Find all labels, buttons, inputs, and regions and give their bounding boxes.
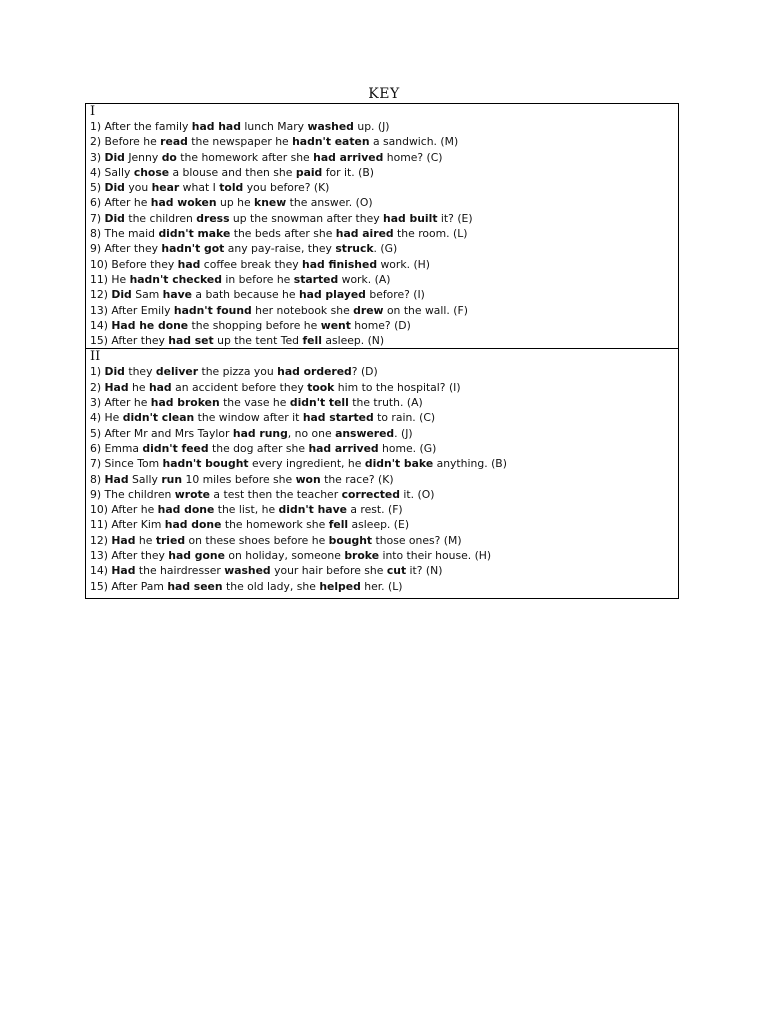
- verb-answer: fell: [328, 518, 349, 532]
- sentence-text: 6) Emma: [90, 441, 143, 455]
- sentence-text: in before he: [221, 272, 294, 286]
- sentence-text: 3) After he: [90, 396, 151, 410]
- sentence-text: the window after it: [194, 411, 303, 425]
- sentence-text: coffee break they: [200, 257, 303, 271]
- sentence-text: 10) After he: [90, 503, 158, 517]
- verb-answer: Had: [111, 533, 136, 547]
- sentence-text: anything. (B): [433, 457, 507, 471]
- sentence-text: those ones? (M): [372, 533, 462, 547]
- verb-answer: cut: [386, 564, 407, 578]
- verb-answer: didn't make: [158, 227, 231, 241]
- answer-line: [90, 318, 678, 333]
- answer-line: [90, 395, 678, 410]
- sentence-text: 6) After he: [90, 196, 151, 210]
- sentence-text: ? (D): [351, 365, 378, 379]
- sentence-text: 13) After Emily: [90, 303, 174, 317]
- verb-answer: deliver: [155, 365, 199, 379]
- verb-answer: Had: [104, 380, 129, 394]
- answer-line: [90, 533, 678, 548]
- sentence-text: her. (L): [360, 579, 403, 593]
- sentence-text: 14): [90, 564, 112, 578]
- verb-answer: corrected: [341, 487, 400, 501]
- verb-answer: Did: [104, 181, 125, 195]
- verb-answer: dress: [196, 211, 230, 225]
- sentence-text: 1) After the family: [90, 120, 192, 133]
- sentence-text: asleep. (E): [348, 518, 410, 532]
- verb-answer: tried: [155, 533, 186, 547]
- sentence-text: 11) He: [90, 272, 130, 286]
- verb-answer: run: [161, 472, 183, 486]
- sentence-text: the room. (L): [393, 227, 468, 241]
- sentence-text: 5): [90, 181, 105, 195]
- verb-answer: had set: [168, 334, 214, 348]
- sentence-text: up he: [216, 196, 255, 210]
- verb-answer: hear: [151, 181, 180, 195]
- sentence-text: the homework after she: [176, 150, 314, 164]
- sentence-text: the dog after she: [208, 441, 309, 455]
- verb-answer: didn't have: [278, 503, 347, 517]
- answer-line: [90, 195, 678, 210]
- sentence-text: home? (D): [350, 318, 411, 332]
- verb-answer: had seen: [167, 579, 223, 593]
- page-title: KEY: [368, 86, 400, 102]
- section-heading: I: [90, 104, 96, 119]
- verb-answer: had built: [383, 211, 438, 225]
- answer-line: [90, 410, 678, 425]
- sentence-text: he: [135, 533, 156, 547]
- answer-line: [90, 579, 678, 594]
- verb-answer: washed: [224, 564, 271, 578]
- answer-line: [90, 241, 678, 256]
- sentence-text: 15) After Pam: [90, 579, 168, 593]
- sentence-text: they: [124, 365, 156, 379]
- sentence-text: 2) Before he: [90, 135, 161, 149]
- sentence-text: a rest. (F): [346, 503, 403, 517]
- sentence-text: 14): [90, 318, 112, 332]
- sentence-text: the homework she: [221, 518, 329, 532]
- sentence-text: into their house. (H): [379, 549, 492, 563]
- verb-answer: had woken: [150, 196, 217, 210]
- answer-line: [90, 165, 678, 180]
- verb-answer: chose: [133, 165, 170, 179]
- verb-answer: hadn't checked: [129, 272, 222, 286]
- verb-answer: didn't tell: [289, 396, 349, 410]
- sentence-text: . (J): [394, 426, 413, 440]
- sentence-text: 12): [90, 533, 112, 547]
- sentence-text: it? (E): [437, 211, 473, 225]
- verb-answer: hadn't got: [161, 242, 225, 256]
- sentence-text: a blouse and then she: [169, 165, 296, 179]
- sentence-text: your hair before she: [270, 564, 387, 578]
- verb-answer: drew: [353, 303, 384, 317]
- verb-answer: had gone: [168, 549, 225, 563]
- sentence-text: up. (J): [353, 120, 390, 133]
- sentence-text: the newspaper he: [187, 135, 293, 149]
- sentence-text: on the wall. (F): [383, 303, 468, 317]
- sentence-text: him to the hospital? (I): [334, 380, 461, 394]
- verb-answer: didn't feed: [142, 441, 209, 455]
- sentence-text: you: [124, 181, 152, 195]
- answer-line: [90, 134, 678, 149]
- answer-line: [90, 226, 678, 241]
- verb-answer: bought: [328, 533, 373, 547]
- sentence-text: 4) He: [90, 411, 123, 425]
- verb-answer: went: [320, 318, 351, 332]
- verb-answer: Did: [104, 211, 125, 225]
- section-1: [86, 104, 678, 348]
- sentence-text: 9) The children: [90, 487, 175, 501]
- sentence-text: 11) After Kim: [90, 518, 165, 532]
- sentence-text: the hairdresser: [135, 564, 225, 578]
- sentence-text: , no one: [287, 426, 336, 440]
- answer-line: [90, 426, 678, 441]
- verb-answer: had done: [157, 503, 215, 517]
- answer-line: [90, 272, 678, 287]
- verb-answer: hadn't bought: [162, 457, 249, 471]
- sentence-text: a sandwich. (M): [369, 135, 459, 149]
- verb-answer: helped: [319, 579, 361, 593]
- verb-answer: do: [161, 150, 177, 164]
- sentence-text: the old lady, she: [222, 579, 320, 593]
- sentence-text: 8): [90, 472, 105, 486]
- sentence-text: the race? (K): [320, 472, 394, 486]
- verb-answer: had broken: [150, 396, 220, 410]
- sentence-text: 10) Before they: [90, 257, 178, 271]
- sentence-text: 7) Since Tom: [90, 457, 163, 471]
- sentence-text: the children: [124, 211, 197, 225]
- sentence-text: lunch Mary: [240, 120, 308, 133]
- answer-line: [90, 472, 678, 487]
- verb-answer: started: [293, 272, 339, 286]
- answer-key-table: [85, 103, 679, 599]
- sentence-text: a test then the teacher: [209, 487, 342, 501]
- verb-answer: had: [177, 257, 201, 271]
- sentence-text: the shopping before he: [188, 318, 321, 332]
- sentence-text: for it. (B): [322, 165, 374, 179]
- sentence-text: he: [128, 380, 149, 394]
- sentence-text: the list, he: [214, 503, 279, 517]
- answer-line: [90, 487, 678, 502]
- verb-answer: had done: [164, 518, 222, 532]
- sentence-text: work. (H): [377, 257, 431, 271]
- sentence-text: what I: [179, 181, 220, 195]
- sentence-text: home? (C): [383, 150, 443, 164]
- sentence-text: 12): [90, 288, 112, 302]
- answer-line: [90, 517, 678, 532]
- answer-line: [90, 211, 678, 226]
- verb-answer: had aired: [335, 227, 394, 241]
- verb-answer: won: [295, 472, 321, 486]
- verb-answer: didn't bake: [364, 457, 434, 471]
- verb-answer: had ordered: [277, 365, 352, 379]
- sentence-text: the beds after she: [230, 227, 336, 241]
- sentence-text: on these shoes before he: [185, 533, 329, 547]
- answer-line: [90, 150, 678, 165]
- verb-answer: struck: [335, 242, 374, 256]
- answer-line: [90, 548, 678, 563]
- sentence-text: to rain. (C): [373, 411, 436, 425]
- sentence-text: asleep. (N): [321, 334, 385, 348]
- answer-line: [90, 456, 678, 471]
- sentence-text: 15) After they: [90, 334, 169, 348]
- verb-answer: hadn't eaten: [292, 135, 370, 149]
- verb-answer: had started: [302, 411, 374, 425]
- sentence-text: on holiday, someone: [224, 549, 345, 563]
- answer-line: [90, 287, 678, 302]
- sentence-text: you before? (K): [243, 181, 330, 195]
- verb-answer: Had: [111, 564, 136, 578]
- sentence-text: the truth. (A): [348, 396, 423, 410]
- verb-answer: paid: [295, 165, 323, 179]
- sentence-text: 4) Sally: [90, 165, 134, 179]
- verb-answer: told: [219, 181, 244, 195]
- section-2: [86, 348, 678, 593]
- sentence-text: 3): [90, 150, 105, 164]
- sentence-text: 10 miles before she: [182, 472, 296, 486]
- sentence-text: Jenny: [124, 150, 162, 164]
- section-heading: II: [90, 349, 101, 365]
- verb-answer: Did: [104, 150, 125, 164]
- sentence-text: it? (N): [406, 564, 443, 578]
- sentence-text: 8) The maid: [90, 227, 159, 241]
- answer-list: [90, 119, 678, 348]
- verb-answer: knew: [254, 196, 287, 210]
- sentence-text: an accident before they: [171, 380, 308, 394]
- verb-answer: washed: [307, 120, 354, 133]
- answer-line: [90, 257, 678, 272]
- sentence-text: 7): [90, 211, 105, 225]
- verb-answer: had finished: [302, 257, 378, 271]
- sentence-text: the answer. (O): [286, 196, 373, 210]
- verb-answer: read: [160, 135, 188, 149]
- sentence-text: the pizza you: [198, 365, 278, 379]
- verb-answer: answered: [335, 426, 395, 440]
- answer-line: [90, 333, 678, 348]
- sentence-text: Sally: [128, 472, 162, 486]
- answer-line: [90, 380, 678, 395]
- verb-answer: took: [307, 380, 335, 394]
- verb-answer: had rung: [232, 426, 288, 440]
- sentence-text: her notebook she: [251, 303, 354, 317]
- sentence-text: any pay-raise, they: [224, 242, 336, 256]
- verb-answer: had arrived: [313, 150, 384, 164]
- sentence-text: up the tent Ted: [213, 334, 303, 348]
- sentence-text: 5) After Mr and Mrs Taylor: [90, 426, 233, 440]
- sentence-text: the vase he: [219, 396, 290, 410]
- verb-answer: wrote: [174, 487, 210, 501]
- answer-line: [90, 502, 678, 517]
- answer-list: [90, 364, 678, 593]
- sentence-text: a bath because he: [192, 288, 299, 302]
- sentence-text: 2): [90, 380, 105, 394]
- sentence-text: 9) After they: [90, 242, 162, 256]
- answer-line: [90, 119, 678, 134]
- answer-line: [90, 303, 678, 318]
- verb-answer: had arrived: [308, 441, 379, 455]
- answer-line: [90, 364, 678, 379]
- verb-answer: had: [148, 380, 172, 394]
- sentence-text: 13) After they: [90, 549, 169, 563]
- sentence-text: home. (G): [378, 441, 437, 455]
- verb-answer: fell: [302, 334, 322, 348]
- sentence-text: up the snowman after they: [229, 211, 384, 225]
- sentence-text: before? (I): [365, 288, 425, 302]
- answer-line: [90, 180, 678, 195]
- sentence-text: work. (A): [338, 272, 391, 286]
- sentence-text: . (G): [373, 242, 398, 256]
- verb-answer: Had he done: [111, 318, 189, 332]
- sentence-text: 1): [90, 365, 105, 379]
- verb-answer: Had: [104, 472, 129, 486]
- verb-answer: Did: [104, 365, 125, 379]
- sentence-text: it. (O): [399, 487, 435, 501]
- verb-answer: didn't clean: [122, 411, 195, 425]
- verb-answer: hadn't found: [173, 303, 252, 317]
- verb-answer: had had: [191, 120, 241, 133]
- answer-line: [90, 441, 678, 456]
- sentence-text: every ingredient, he: [248, 457, 365, 471]
- verb-answer: have: [162, 288, 192, 302]
- verb-answer: had played: [298, 288, 366, 302]
- answer-line: [90, 563, 678, 578]
- sentence-text: Sam: [131, 288, 163, 302]
- verb-answer: broke: [344, 549, 380, 563]
- verb-answer: Did: [111, 288, 132, 302]
